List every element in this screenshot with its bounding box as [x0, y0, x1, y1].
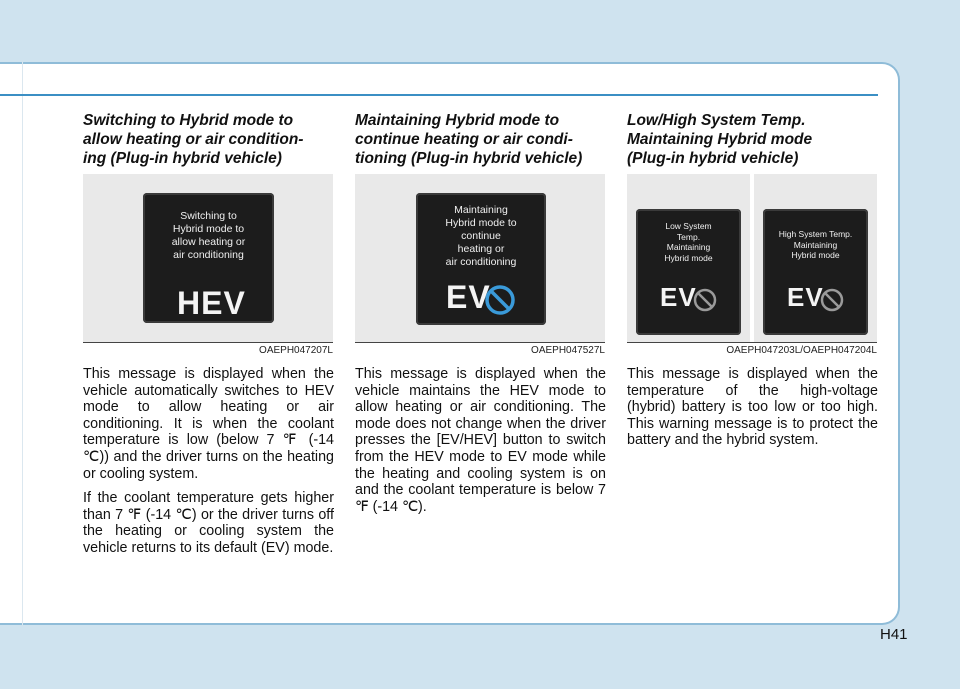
figure-code: OAEPH047203L/OAEPH047204L	[627, 342, 877, 356]
no-entry-icon	[693, 288, 717, 312]
section-maintaining-hybrid	[355, 111, 607, 515]
cluster-display	[636, 209, 741, 335]
display-message: Low System Temp. Maintaining Hybrid mode	[664, 221, 713, 263]
cluster-display	[763, 209, 868, 335]
section-heading: Low/High System Temp. Maintaining Hybrid mode (Plug-in hybrid vehicle)	[627, 112, 813, 167]
section-heading: Maintaining Hybrid mode to continue heating or air condi- tioning (Plug-in hybrid vehicle)	[355, 112, 583, 167]
page-number: H41	[880, 626, 908, 643]
paragraph: This message is displayed when the vehicle automatically switches to HEV mode to allow heating or air conditioning. It is when the coolant temperature is low (below 7 ℉ (-14 ℃)) and the driver turns on the heating or cooling system.	[83, 366, 334, 482]
cluster-display-figure	[83, 174, 333, 342]
figure-panel-low	[627, 174, 750, 342]
paragraph: This message is displayed when the temperature of the high-voltage (hybrid) battery is too low or too high. This warning message is to protect the battery and the hybrid system.	[627, 366, 878, 449]
cluster-display-figure	[627, 174, 877, 342]
header-rule	[0, 94, 878, 96]
display-message: Switching to Hybrid mode to allow heating or air conditioning	[171, 210, 246, 261]
paragraph: This message is displayed when the vehicle maintains the HEV mode to allow heating or air conditioning. The mode does not change when the driver presses the [EV/HEV] button to switch from the HEV mode to EV mode while the heating and cooling system is on and the coolant temperature is below 7 ℉ (-14 ℃).	[355, 366, 606, 515]
display-mode-code: EV	[660, 282, 697, 312]
display-mode-code: EV	[787, 282, 824, 312]
display-mode-code: HEV	[177, 285, 246, 321]
no-entry-icon	[484, 284, 516, 316]
left-margin-rule	[22, 62, 23, 625]
section-heading: Switching to Hybrid mode to allow heating or air condition- ing (Plug-in hybrid vehicle)	[83, 112, 304, 167]
section-system-temp	[627, 111, 879, 449]
no-entry-icon	[820, 288, 844, 312]
display-message: Maintaining Hybrid mode to continue heating or air conditioning	[445, 204, 517, 268]
cluster-display	[143, 193, 274, 323]
display-mode-code: EV	[446, 279, 491, 315]
display-message: High System Temp. Maintaining Hybrid mode	[778, 229, 853, 260]
figure-code: OAEPH047207L	[83, 342, 333, 356]
cluster-display-figure	[355, 174, 605, 342]
figure-panel-high	[754, 174, 877, 342]
cluster-display	[416, 193, 546, 325]
section-switching-hybrid	[83, 111, 335, 557]
figure-code: OAEPH047527L	[355, 342, 605, 356]
paragraph: If the coolant temperature gets higher than 7 ℉ (-14 ℃) or the driver turns off the heating or cooling system the vehicle returns to its default (EV) mode.	[83, 490, 334, 556]
